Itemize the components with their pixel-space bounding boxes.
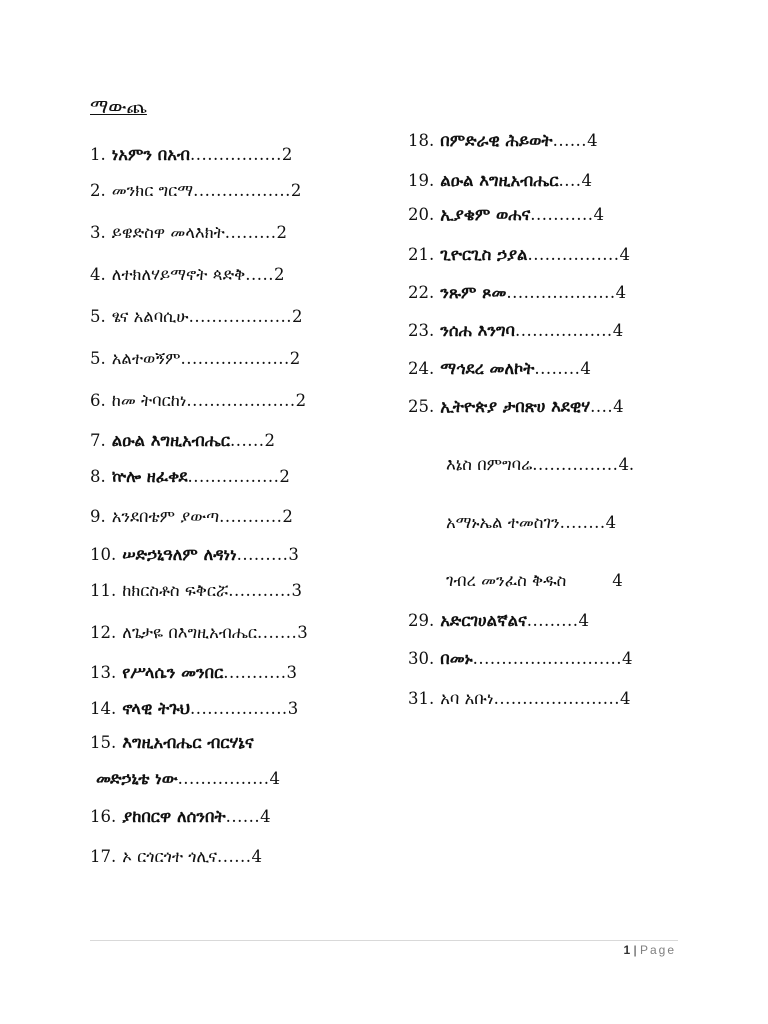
toc-entry-number: 11. bbox=[90, 581, 117, 600]
toc-entry bbox=[408, 688, 630, 710]
toc-entry-page: 2 bbox=[282, 507, 293, 526]
toc-entry-page: 4 bbox=[612, 321, 624, 340]
toc-entry-page: 2 bbox=[292, 307, 303, 326]
toc-entry-leader: ................ bbox=[177, 769, 270, 788]
toc-entry-page: 4 bbox=[613, 397, 624, 416]
toc-title: ማውጨ bbox=[90, 96, 147, 118]
toc-entry-page: 3 bbox=[288, 545, 299, 564]
toc-entry-page: 3 bbox=[291, 581, 302, 600]
toc-entry bbox=[90, 390, 306, 412]
toc-entry-leader: ......... bbox=[526, 611, 579, 630]
toc-entry-title: ነአምን በአብ bbox=[111, 145, 190, 164]
toc-entry-title: የሥላሴን መንበር bbox=[122, 663, 224, 682]
toc-entry-leader: ....... bbox=[257, 623, 298, 642]
toc-entry bbox=[440, 454, 634, 476]
toc-entry-title: ንጹም ጾመ bbox=[440, 283, 507, 302]
toc-entry-title: ልዑል እግዚአብሔር bbox=[440, 171, 559, 190]
toc-entry bbox=[408, 130, 598, 152]
toc-entry bbox=[408, 648, 633, 670]
toc-entry-leader: ...... bbox=[216, 847, 252, 866]
toc-entry bbox=[440, 512, 616, 534]
toc-entry-number: 24. bbox=[408, 359, 435, 378]
toc-entry-number: 5. bbox=[90, 349, 106, 368]
toc-entry-page: 3 bbox=[286, 663, 297, 682]
toc-entry-page: 4 bbox=[615, 283, 627, 302]
page-footer bbox=[623, 943, 676, 957]
toc-entry-title: ልዑል እግዚአብሔር bbox=[111, 431, 230, 450]
toc-entry-leader: ................. bbox=[515, 321, 613, 340]
toc-entry-number: 17. bbox=[90, 847, 117, 866]
toc-entry-leader: ................ bbox=[527, 245, 620, 264]
toc-entry-page: 4 bbox=[260, 807, 271, 826]
toc-entry-number: 31. bbox=[408, 689, 435, 708]
footer-page-label: Page bbox=[639, 943, 676, 957]
toc-entry-title: እግዚአብሔር ብርሃኔና bbox=[122, 733, 254, 752]
toc-entry-title: ለጌታዬ በእግዚአብሔር bbox=[122, 623, 258, 642]
toc-entry-title: አልተወኝም bbox=[111, 349, 181, 368]
toc-entry-title: ማኅደረ መለኮት bbox=[440, 359, 535, 378]
toc-entry-number: 18. bbox=[408, 131, 435, 150]
toc-entry bbox=[408, 170, 592, 192]
toc-entry-number: 22. bbox=[408, 283, 435, 302]
toc-entry-title: ከመ ትባርከነ bbox=[111, 391, 187, 410]
toc-entry-leader: ................ bbox=[187, 467, 280, 486]
toc-entry-title: አማኑኤል ተመስገን bbox=[446, 513, 560, 532]
footer-divider bbox=[90, 940, 678, 941]
toc-entry-leader: ........... bbox=[228, 581, 292, 600]
toc-entry-title: ኢያቄም ወሐና bbox=[440, 205, 531, 224]
toc-entry-title: ኦ ርጎርጎተ ጎሊና bbox=[122, 847, 217, 866]
toc-entry-page: 4 bbox=[251, 847, 262, 866]
toc-entry bbox=[90, 580, 302, 602]
toc-entry-leader: ...... bbox=[225, 807, 261, 826]
toc-entry-page: 4 bbox=[612, 571, 623, 590]
toc-entry-page: 2 bbox=[281, 145, 293, 164]
toc-entry-leader: ................ bbox=[190, 145, 282, 164]
toc-entry-leader: ........ bbox=[559, 513, 606, 532]
toc-entry bbox=[90, 466, 290, 488]
toc-entry-leader: ................. bbox=[193, 181, 291, 200]
toc-entry bbox=[408, 282, 626, 304]
toc-entry-number: 5. bbox=[90, 307, 106, 326]
toc-entry-leader: .... bbox=[558, 171, 582, 190]
page-number: 1 bbox=[623, 943, 631, 957]
toc-entry bbox=[408, 610, 589, 632]
toc-entry-leader: .... bbox=[590, 397, 614, 416]
toc-entry-leader: ...... bbox=[552, 131, 588, 150]
toc-entry-page: 4 bbox=[581, 171, 592, 190]
toc-entry-number: 8. bbox=[90, 467, 106, 486]
toc-entry-leader: ................... bbox=[180, 349, 290, 368]
toc-entry-number: 19. bbox=[408, 171, 435, 190]
toc-entry bbox=[90, 506, 293, 528]
toc-entry-page: 2 bbox=[290, 181, 302, 200]
toc-entry-page: 4 bbox=[580, 359, 591, 378]
toc-entry-number: 21. bbox=[408, 245, 435, 264]
toc-entry bbox=[90, 698, 298, 720]
toc-entry-page: 3 bbox=[287, 699, 299, 718]
toc-entry-number: 14. bbox=[90, 699, 117, 718]
toc-entry-number: 23. bbox=[408, 321, 435, 340]
toc-entry bbox=[90, 264, 284, 286]
toc-entry-leader: ........... bbox=[530, 205, 594, 224]
toc-entry bbox=[408, 320, 623, 342]
footer-separator: | bbox=[633, 943, 637, 957]
toc-entry-page: 2 bbox=[273, 265, 285, 284]
toc-entry-title: ከክርስቶስ ፍቅርሯ bbox=[122, 581, 229, 600]
toc-entry-leader: .................. bbox=[188, 307, 292, 326]
toc-entry-number: 10. bbox=[90, 545, 117, 564]
toc-entry bbox=[90, 846, 262, 868]
toc-entry-number: 6. bbox=[90, 391, 106, 410]
toc-entry-title: መንክር ግርማ bbox=[111, 181, 194, 200]
toc-entry-leader: ......... bbox=[224, 223, 277, 242]
toc-entry-leader: .......................... bbox=[472, 649, 622, 668]
toc-entry bbox=[90, 622, 308, 644]
toc-entry-title: ኢትዮጵያ ታበጽሀ እደዊሃ bbox=[440, 397, 591, 416]
toc-entry-number: 7. bbox=[90, 431, 106, 450]
toc-entry-number: 1. bbox=[90, 145, 106, 164]
toc-entry-number: 20. bbox=[408, 205, 435, 224]
toc-entry-page: 4 bbox=[578, 611, 590, 630]
toc-entry bbox=[408, 358, 591, 380]
toc-entry-leader: ............... bbox=[532, 455, 619, 474]
toc-entry-title: በመኑ bbox=[440, 649, 473, 668]
toc-entry-page: 3 bbox=[297, 623, 308, 642]
toc-entry-leader: ......... bbox=[236, 545, 289, 564]
toc-entry-title: ንሰሐ እንግባ bbox=[440, 321, 516, 340]
toc-entry-leader: ........ bbox=[534, 359, 581, 378]
toc-entry bbox=[90, 348, 300, 370]
toc-entry-title: አባ አቡነ bbox=[440, 689, 494, 708]
toc-entry-title: ኵሎ ዘፈቀደ bbox=[111, 467, 188, 486]
toc-entry-title: እኔስ በምግባሬ bbox=[446, 455, 533, 474]
toc-entry bbox=[408, 396, 624, 418]
toc-entry-page: 4 bbox=[269, 769, 280, 788]
toc-entry-number: 30. bbox=[408, 649, 435, 668]
toc-entry-title: ፄና አልባሲሁ bbox=[111, 307, 189, 326]
toc-entry-number: 12. bbox=[90, 623, 117, 642]
toc-entry-page: 4 bbox=[593, 205, 604, 224]
toc-entry bbox=[408, 204, 604, 226]
toc-entry-page: 4 bbox=[619, 689, 631, 708]
toc-entry-page: 2 bbox=[295, 391, 307, 410]
toc-entry-page: 4 bbox=[605, 513, 617, 532]
toc-entry-title: ገብረ መንፈስ ቅዱስ bbox=[446, 571, 567, 590]
toc-entry-page: 4 bbox=[619, 245, 630, 264]
toc-entry-title: ያከበርዋ ለሰንበት bbox=[122, 807, 226, 826]
toc-entry-number: 25. bbox=[408, 397, 435, 416]
toc-entry-title: ይዌድስዋ መላእክት bbox=[111, 223, 225, 242]
toc-entry-leader: ..... bbox=[245, 265, 274, 284]
toc-entry bbox=[90, 732, 254, 754]
toc-entry-number: 16. bbox=[90, 807, 117, 826]
toc-entry-number: 4. bbox=[90, 265, 106, 284]
toc-entry-number: 2. bbox=[90, 181, 106, 200]
toc-entry-number: 3. bbox=[90, 223, 106, 242]
toc-entry bbox=[90, 662, 297, 684]
toc-entry bbox=[90, 768, 280, 790]
toc-entry-page: 2 bbox=[264, 431, 275, 450]
toc-entry-page: 4 bbox=[587, 131, 598, 150]
toc-entry-title: ሠድኃኒዓለም ለዳነነ bbox=[122, 545, 237, 564]
toc-entry-page: 4 bbox=[622, 649, 633, 668]
toc-entry-number: 13. bbox=[90, 663, 117, 682]
toc-entry-page: 4. bbox=[618, 455, 635, 474]
toc-entry-leader: ................. bbox=[190, 699, 288, 718]
toc-entry-leader: ........... bbox=[219, 507, 283, 526]
toc-entry-page: 2 bbox=[276, 223, 287, 242]
toc-entry-leader: ................... bbox=[186, 391, 296, 410]
toc-entry bbox=[90, 144, 292, 166]
toc-entry bbox=[408, 244, 630, 266]
toc-entry-title: ለተክለሃይማኖት ጳድቅ bbox=[111, 265, 246, 284]
toc-entry bbox=[90, 806, 271, 828]
toc-entry-number: 15. bbox=[90, 733, 117, 752]
toc-entry-title: አንደበቴም ያውጣ bbox=[111, 507, 220, 526]
toc-entry bbox=[90, 180, 301, 202]
toc-entry-page: 2 bbox=[289, 349, 301, 368]
toc-entry-leader: ........... bbox=[223, 663, 287, 682]
toc-entry bbox=[440, 570, 623, 592]
toc-entry-leader: ...................... bbox=[493, 689, 620, 708]
toc-entry-title: በምድራዊ ሕይወት bbox=[440, 131, 553, 150]
toc-entry-title: አድርገሀልኛልና bbox=[440, 611, 527, 630]
toc-entry-title: ጊዮርጊስ ኃያል bbox=[440, 245, 528, 264]
toc-entry-number: 29. bbox=[408, 611, 435, 630]
toc-entry-title: መድኃኒቴ ነው bbox=[96, 769, 178, 788]
toc-entry-title: ኖላዊ ትጉህ bbox=[122, 699, 191, 718]
toc-entry-leader: ................... bbox=[506, 283, 616, 302]
toc-entry-number: 9. bbox=[90, 507, 106, 526]
toc-entry-page: 2 bbox=[279, 467, 290, 486]
toc-entry bbox=[90, 544, 299, 566]
toc-entry bbox=[90, 430, 275, 452]
toc-entry bbox=[90, 222, 287, 244]
toc-entry-leader: ...... bbox=[229, 431, 265, 450]
toc-entry bbox=[90, 306, 303, 328]
